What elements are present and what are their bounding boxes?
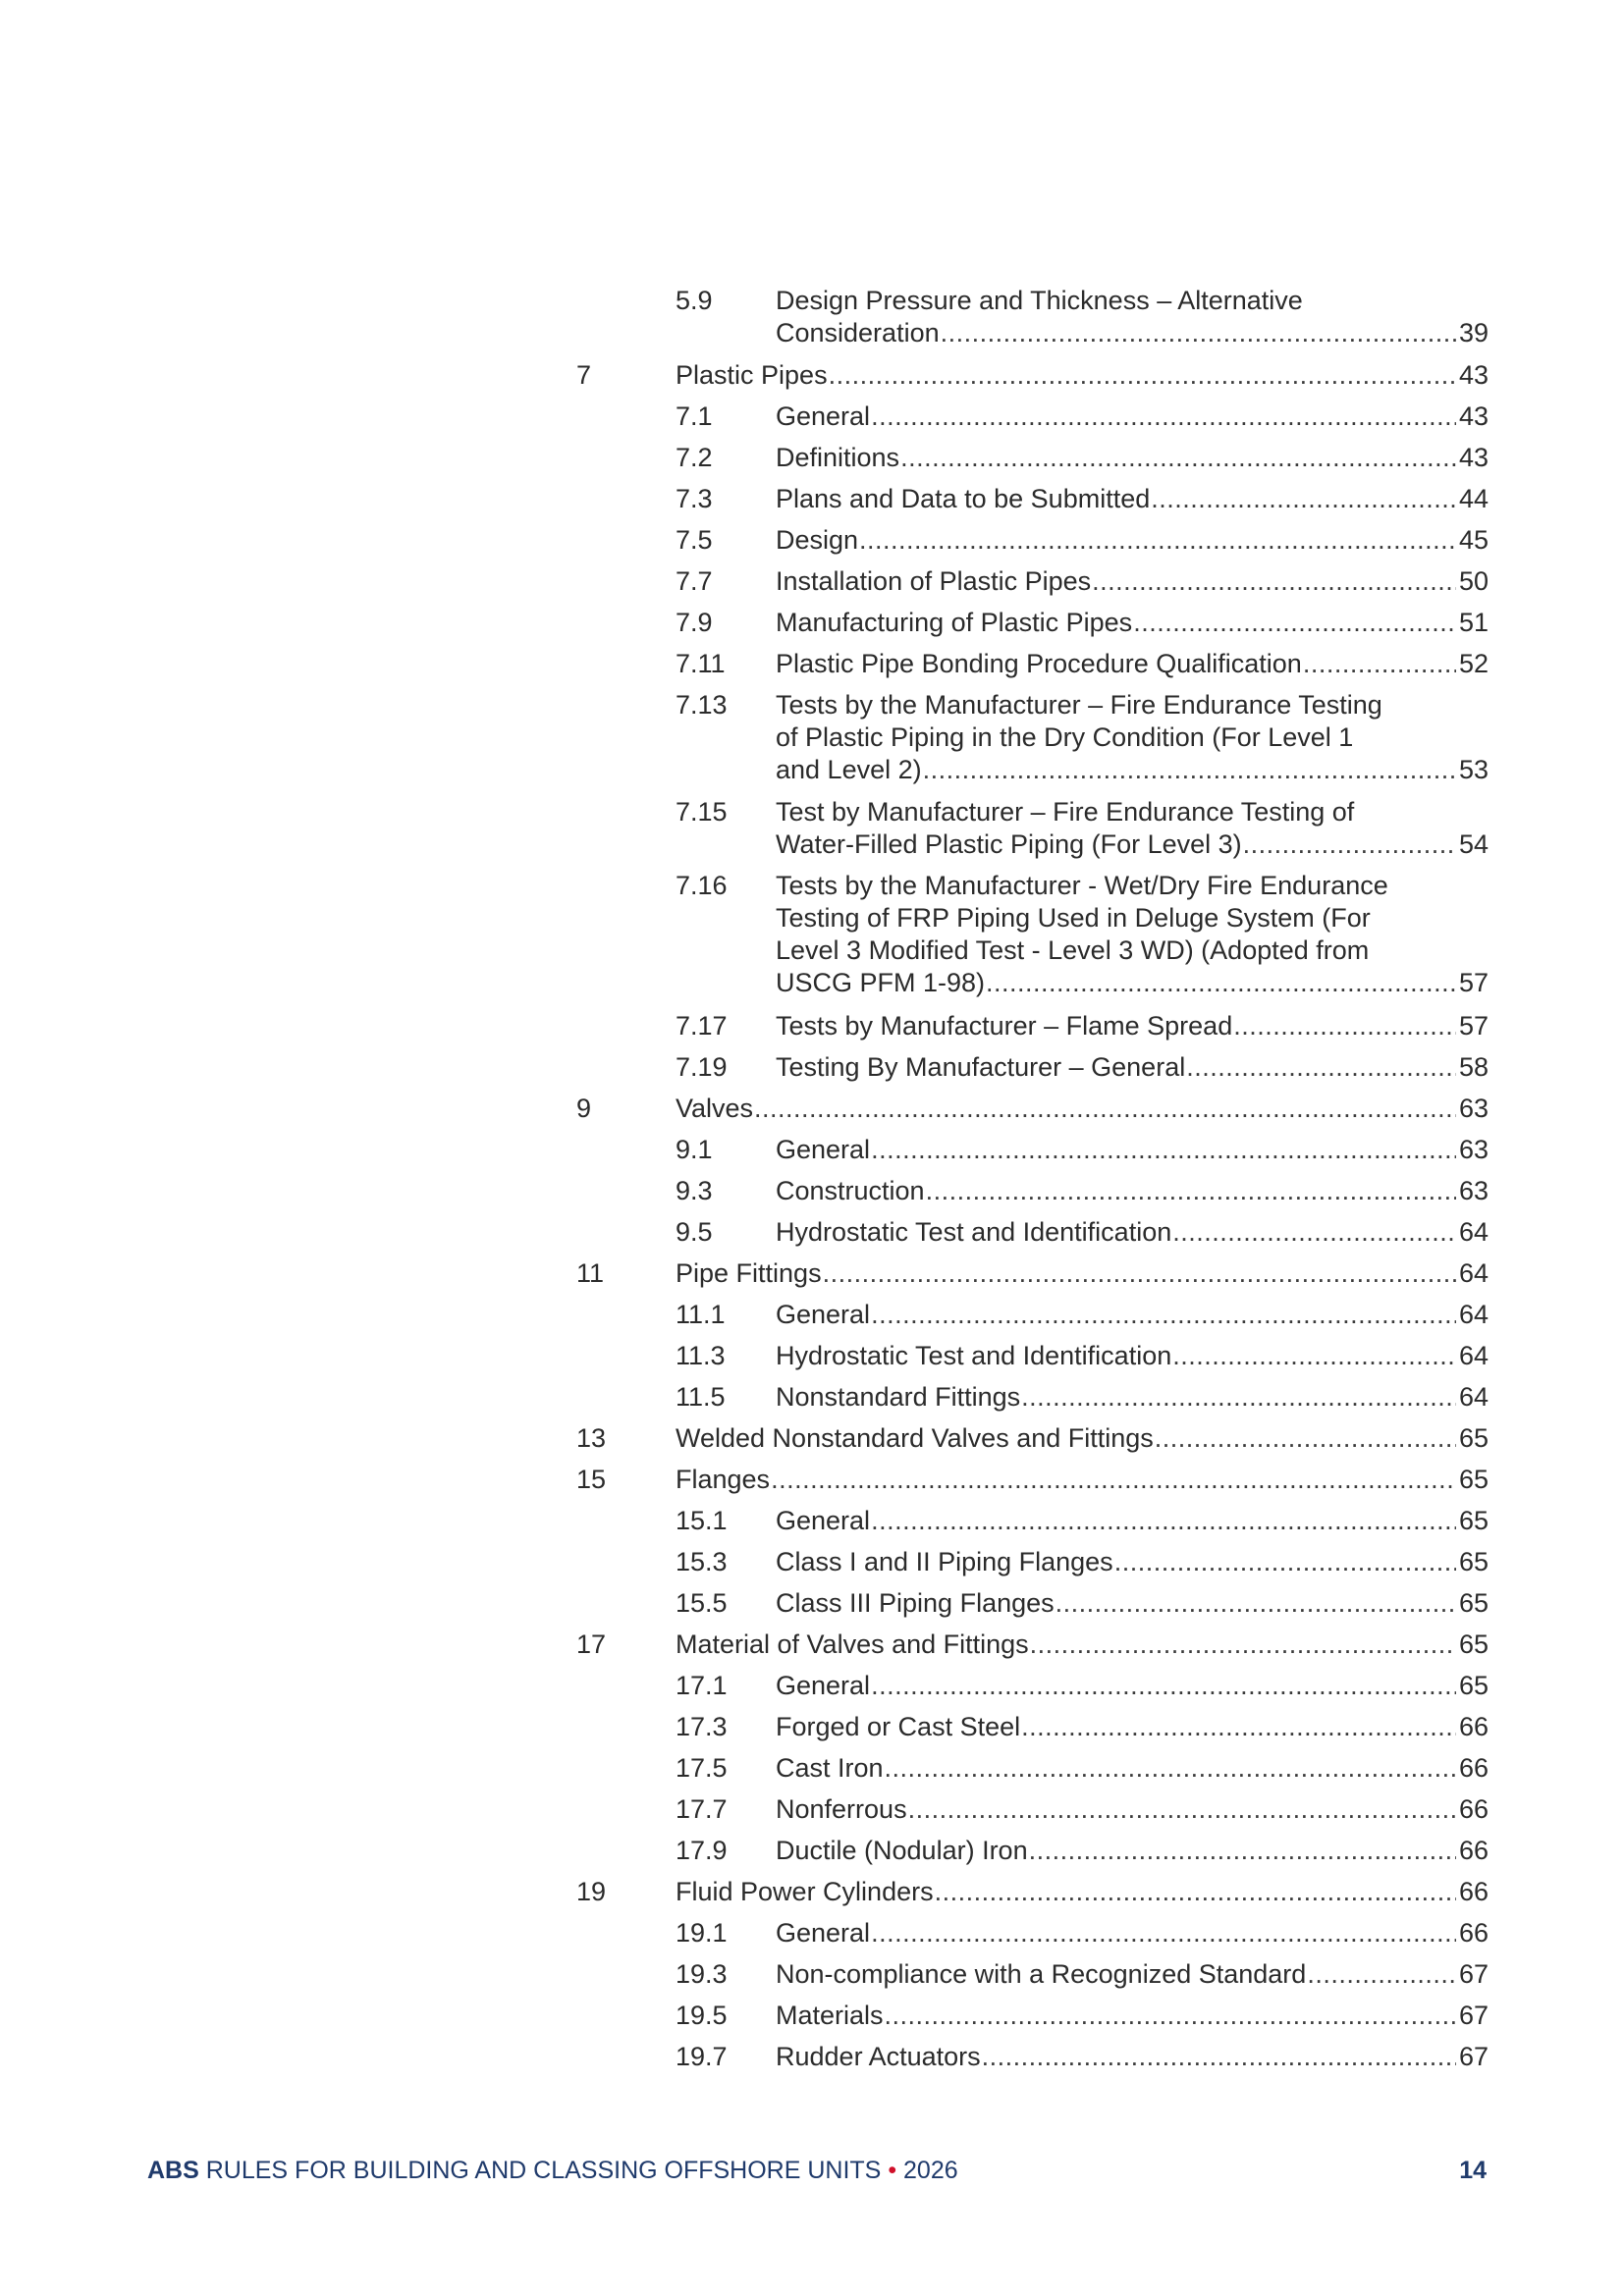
dot-leader: [1172, 1340, 1456, 1372]
toc-entry-number: 7: [576, 359, 592, 390]
toc-entry-number: 15: [576, 1464, 607, 1494]
dot-leader: [941, 317, 1456, 349]
toc-entry-title: General: [776, 1299, 871, 1329]
toc-entry-page: 58: [1458, 1051, 1489, 1082]
dot-leader: [1056, 1587, 1456, 1620]
dot-leader: [823, 1257, 1456, 1290]
dot-leader: [871, 1505, 1456, 1537]
dot-leader: [1172, 1216, 1456, 1249]
toc-entry-title: Cast Iron: [776, 1752, 884, 1783]
dot-leader: [871, 1917, 1456, 1949]
toc-entry-title: Consideration: [776, 318, 940, 347]
toc-entry-title-line: Tests by the Manufacturer – Fire Endurance Testing: [776, 689, 1382, 720]
toc-entry-number: 19.1: [676, 1917, 728, 1948]
toc-entry-title: Design: [776, 524, 859, 555]
toc-entry-title: Nonstandard Fittings: [776, 1381, 1021, 1412]
toc-entry-number: 7.11: [676, 648, 726, 678]
dot-leader: [871, 1670, 1456, 1702]
toc-entry-page: 65: [1458, 1587, 1489, 1618]
toc-entry-title: General: [776, 1505, 871, 1535]
toc-entry-number: 7.3: [676, 483, 713, 513]
toc-entry-title: Hydrostatic Test and Identification: [776, 1216, 1172, 1247]
toc-entry-page: 51: [1458, 607, 1489, 637]
dot-leader: [1151, 483, 1456, 515]
dot-leader: [926, 1175, 1456, 1207]
dot-leader: [1307, 1958, 1456, 1991]
dot-leader: [859, 524, 1456, 557]
toc-entry-number: 11.5: [676, 1381, 726, 1412]
toc-entry-page: 43: [1458, 359, 1489, 390]
toc-entry-title-line: of Plastic Piping in the Dry Condition (For Level 1: [776, 721, 1354, 752]
dot-leader: [885, 2000, 1456, 2032]
toc-entry-number: 7.15: [676, 796, 728, 827]
toc-entry-number: 19.7: [676, 2041, 728, 2071]
toc-entry-page: 44: [1458, 483, 1489, 513]
dot-leader: [1133, 607, 1456, 639]
toc-entry-number: 15.5: [676, 1587, 728, 1618]
toc-entry-title: Installation of Plastic Pipes: [776, 565, 1092, 596]
toc-entry-number: 7.13: [676, 689, 728, 720]
dot-leader: [885, 1752, 1456, 1785]
toc-entry-number: 15.3: [676, 1546, 728, 1576]
toc-entry-title: Valves: [676, 1093, 754, 1123]
toc-entry-title-line: Tests by the Manufacturer - Wet/Dry Fire Endurance: [776, 871, 1388, 900]
toc-entry-number: 7.16: [676, 871, 728, 900]
toc-entry-title: USCG PFM 1-98): [776, 968, 986, 997]
toc-entry-number: 7.7: [676, 565, 713, 596]
toc-entry-number: 19.3: [676, 1958, 728, 1989]
toc-entry-number: 5.9: [676, 286, 713, 315]
dot-leader: [1030, 1629, 1456, 1661]
toc-entry-number: 11: [576, 1257, 605, 1288]
toc-entry-title-line: Test by Manufacturer – Fire Endurance Testing of: [776, 796, 1355, 827]
dot-leader: [1029, 1835, 1456, 1867]
toc-entry-title: Fluid Power Cylinders: [676, 1876, 934, 1906]
toc-entry-page: 45: [1458, 524, 1489, 555]
toc-entry-title: Flanges: [676, 1464, 771, 1494]
toc-entry-page: 63: [1458, 1093, 1489, 1123]
toc-entry-page: 54: [1458, 828, 1489, 859]
toc-entry-number: 17.9: [676, 1835, 728, 1865]
toc-entry-page: 64: [1458, 1216, 1489, 1247]
toc-entry-title: Materials: [776, 2000, 884, 2030]
toc-entry-title: Construction: [776, 1175, 925, 1205]
toc-entry-number: 7.2: [676, 442, 713, 472]
toc-entry-title: General: [776, 1134, 871, 1164]
toc-entry-page: 65: [1458, 1505, 1489, 1535]
toc-entry-number: 7.17: [676, 1010, 728, 1041]
toc-entry-title: Rudder Actuators: [776, 2041, 981, 2071]
toc-entry-page: 66: [1458, 1917, 1489, 1948]
dot-leader: [1021, 1711, 1456, 1743]
toc-entry-number: 9.5: [676, 1216, 713, 1247]
toc-entry-number: 13: [576, 1422, 607, 1453]
toc-entry-number: 11.1: [676, 1299, 726, 1329]
dot-leader: [1233, 1010, 1456, 1042]
toc-entry-page: 50: [1458, 565, 1489, 596]
toc-entry-number: 17.7: [676, 1793, 728, 1824]
toc-entry-number: 17.5: [676, 1752, 728, 1783]
toc-entry-number: 17: [576, 1629, 607, 1659]
dot-leader: [1114, 1546, 1456, 1578]
toc-entry-number: 17.3: [676, 1711, 728, 1741]
dot-leader: [771, 1464, 1456, 1496]
toc-entry-title: Hydrostatic Test and Identification: [776, 1340, 1172, 1370]
toc-entry-number: 7.1: [676, 400, 713, 431]
footer-separator: •: [888, 2157, 897, 2184]
toc-entry-page: 64: [1458, 1340, 1489, 1370]
toc-entry-page: 57: [1458, 1010, 1489, 1041]
toc-entry-number: 9.1: [676, 1134, 713, 1164]
toc-entry-page: 65: [1458, 1629, 1489, 1659]
toc-entry-title: Manufacturing of Plastic Pipes: [776, 607, 1133, 637]
dot-leader: [1092, 565, 1456, 598]
toc-entry-page: 63: [1458, 1175, 1489, 1205]
dot-leader: [871, 1134, 1456, 1166]
toc-entry-title: Plastic Pipes: [676, 359, 828, 390]
toc-entry-page: 65: [1458, 1546, 1489, 1576]
toc-entry-page: 43: [1458, 442, 1489, 472]
dot-leader: [1021, 1381, 1456, 1414]
toc-entry-number: 7.9: [676, 607, 713, 637]
toc-entry-title: Forged or Cast Steel: [776, 1711, 1021, 1741]
toc-entry-page: 66: [1458, 1876, 1489, 1906]
toc-entry-title: General: [776, 1917, 871, 1948]
footer-year: 2026: [896, 2157, 958, 2184]
toc-entry-page: 66: [1458, 1752, 1489, 1783]
dot-leader: [908, 1793, 1456, 1826]
toc-entry-title-line: Design Pressure and Thickness – Alternative: [776, 286, 1303, 315]
toc-entry-page: 67: [1458, 2041, 1489, 2071]
toc-entry-number: 11.3: [676, 1340, 726, 1370]
toc-entry-page: 66: [1458, 1835, 1489, 1865]
toc-entry-page: 57: [1458, 968, 1489, 997]
dot-leader: [923, 754, 1456, 786]
toc-entry-title-line: Level 3 Modified Test - Level 3 WD) (Adopted from: [776, 935, 1370, 965]
toc-entry-page: 64: [1458, 1299, 1489, 1329]
dot-leader: [1243, 828, 1456, 861]
toc-entry-title: Material of Valves and Fittings: [676, 1629, 1029, 1659]
toc-entry-page: 66: [1458, 1793, 1489, 1824]
toc-entry-title: General: [776, 1670, 871, 1700]
toc-entry-title: Class III Piping Flanges: [776, 1587, 1055, 1618]
footer-page-number: 14: [1459, 2157, 1487, 2184]
toc-entry-title: Plans and Data to be Submitted: [776, 483, 1151, 513]
toc-entry-number: 9.3: [676, 1175, 713, 1205]
toc-entry-number: 7.5: [676, 524, 713, 555]
toc-entry-title: Pipe Fittings: [676, 1257, 822, 1288]
toc-entry-page: 39: [1458, 318, 1489, 347]
toc-entry-number: 15.1: [676, 1505, 728, 1535]
toc-entry-title: Water-Filled Plastic Piping (For Level 3): [776, 828, 1242, 859]
toc-entry-number: 9: [576, 1093, 592, 1123]
footer-rules-title: RULES FOR BUILDING AND CLASSING OFFSHORE UNITS: [198, 2157, 889, 2184]
dot-leader: [829, 359, 1456, 392]
toc-entry-title: Ductile (Nodular) Iron: [776, 1835, 1028, 1865]
dot-leader: [1303, 648, 1456, 680]
dot-leader: [900, 442, 1456, 474]
toc-entry-title: Plastic Pipe Bonding Procedure Qualification: [776, 648, 1302, 678]
footer-brand: ABS: [147, 2157, 199, 2184]
dot-leader: [754, 1093, 1456, 1125]
toc-entry-title: Definitions: [776, 442, 900, 472]
toc-entry-title-line: Testing of FRP Piping Used in Deluge System (For: [776, 903, 1371, 933]
footer-title: [147, 2156, 958, 2185]
toc-entry-title: and Level 2): [776, 754, 922, 784]
toc-entry-number: 7.19: [676, 1051, 728, 1082]
dot-leader: [871, 1299, 1456, 1331]
toc-entry-title: Testing By Manufacturer – General: [776, 1051, 1186, 1082]
dot-leader: [871, 400, 1456, 433]
toc-entry-number: 19.5: [676, 2000, 728, 2030]
toc-entry-title: Class I and II Piping Flanges: [776, 1546, 1113, 1576]
toc-entry-page: 63: [1458, 1134, 1489, 1164]
toc-entry-page: 52: [1458, 648, 1489, 678]
toc-entry-page: 67: [1458, 2000, 1489, 2030]
toc-entry-page: 67: [1458, 1958, 1489, 1989]
dot-leader: [986, 967, 1456, 999]
toc-entry-title: Non-compliance with a Recognized Standard: [776, 1958, 1307, 1989]
toc-entry-page: 43: [1458, 400, 1489, 431]
toc-entry-page: 65: [1458, 1422, 1489, 1453]
toc-entry-title: Welded Nonstandard Valves and Fittings: [676, 1422, 1154, 1453]
toc-entry-page: 64: [1458, 1381, 1489, 1412]
toc-entry-page: 53: [1458, 754, 1489, 784]
toc-entry-number: 19: [576, 1876, 607, 1906]
toc-entry-page: 65: [1458, 1670, 1489, 1700]
dot-leader: [1155, 1422, 1456, 1455]
dot-leader: [1186, 1051, 1456, 1084]
toc-entry-title: General: [776, 400, 871, 431]
toc-entry-page: 64: [1458, 1257, 1489, 1288]
toc-entry-page: 66: [1458, 1711, 1489, 1741]
toc-entry-title: Nonferrous: [776, 1793, 907, 1824]
toc-entry-title: Tests by Manufacturer – Flame Spread: [776, 1010, 1233, 1041]
dot-leader: [982, 2041, 1456, 2073]
toc-entry-page: 65: [1458, 1464, 1489, 1494]
toc-entry-number: 17.1: [676, 1670, 728, 1700]
dot-leader: [935, 1876, 1456, 1908]
